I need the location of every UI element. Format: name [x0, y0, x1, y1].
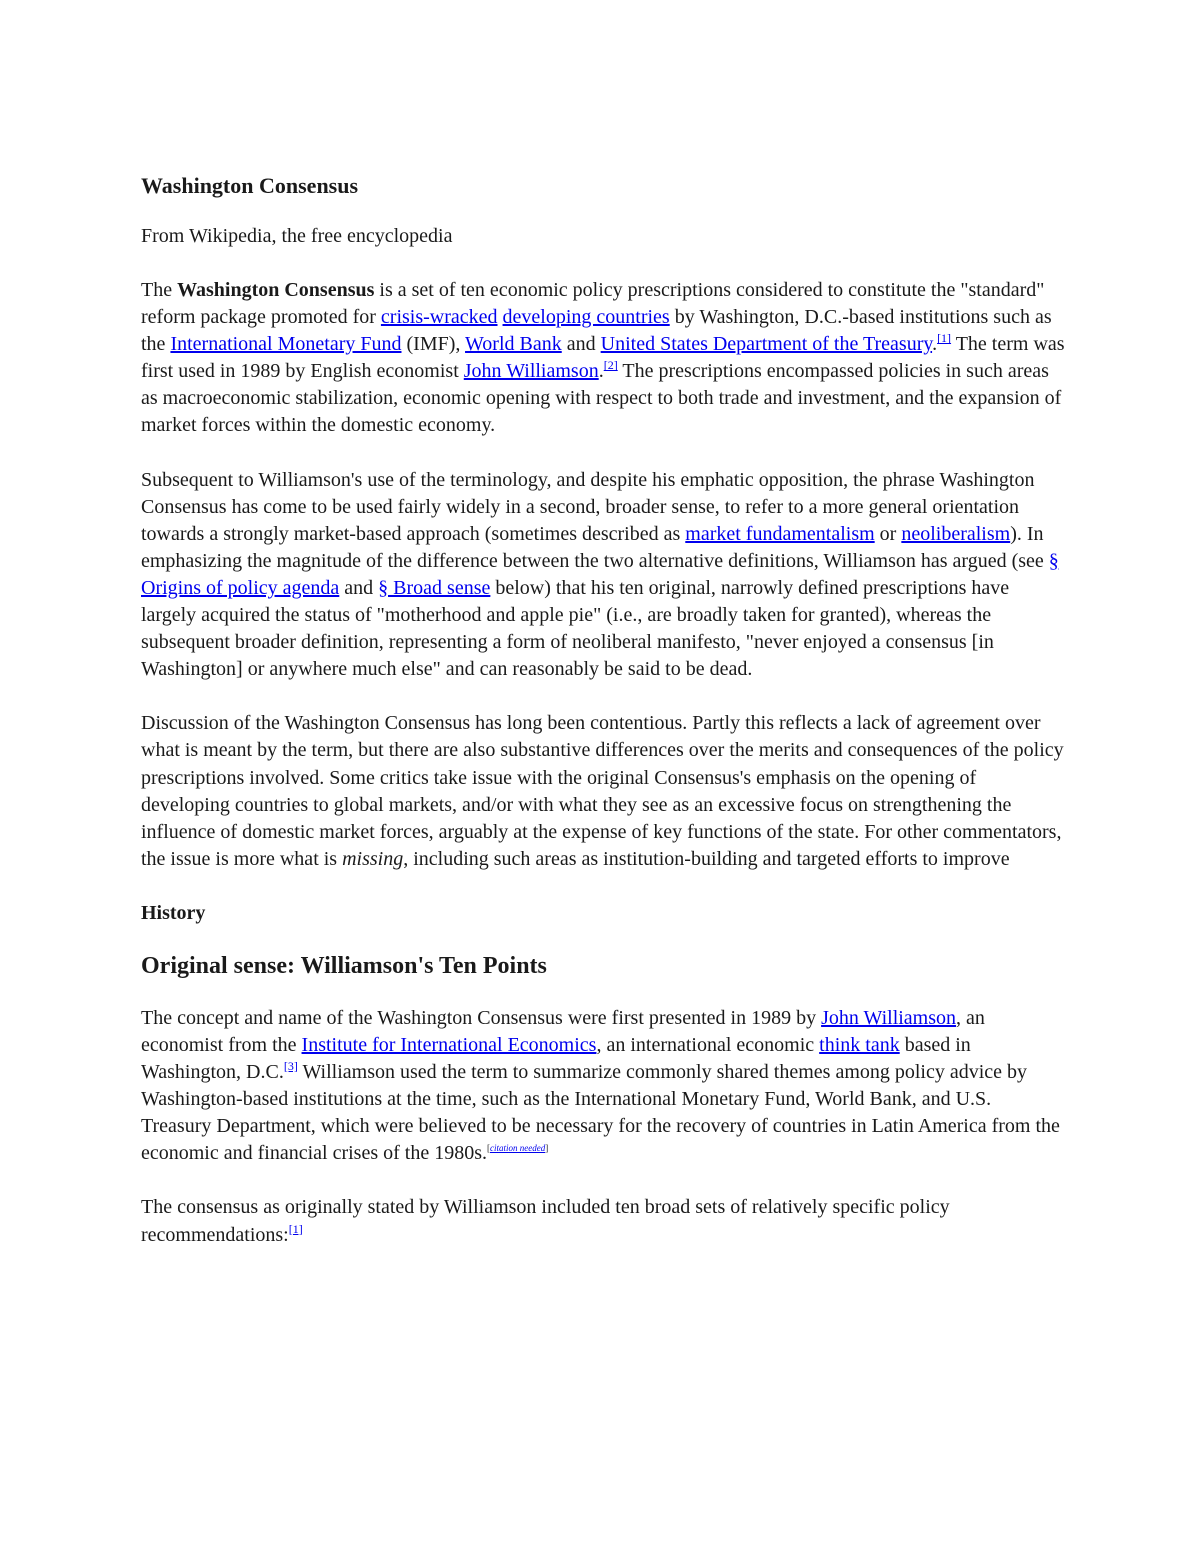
text: ). In emphasizing the magnitude of the difference between the two alternative definitions, Williamson has argued (see: [141, 522, 1049, 572]
reference-link[interactable]: [3]: [283, 1059, 298, 1074]
paragraph-broad-sense: [141, 467, 1066, 684]
text: or: [874, 522, 902, 545]
text: and: [561, 333, 601, 356]
text: The consensus as originally stated by Williamson included ten broad sets of relatively specific policy recommendations:: [141, 1196, 950, 1246]
italic-term: missing: [342, 847, 404, 870]
text: The term was first used in 1989 by English economist: [141, 333, 1065, 383]
article-page: [141, 168, 1066, 1249]
link-us-treasury[interactable]: United States Department of the Treasury: [600, 333, 933, 356]
link-john-williamson[interactable]: John Williamson: [821, 1006, 957, 1029]
text: , an economist from the: [141, 1006, 985, 1056]
text: by Washington, D.C.-based institutions such as the: [141, 306, 1052, 356]
bracket: ]: [545, 1143, 549, 1154]
paragraph-intro: [141, 277, 1066, 440]
reference-link[interactable]: [1]: [288, 1221, 303, 1236]
text: The concept and name of the Washington Consensus were first presented in 1989 by: [141, 1006, 822, 1029]
text: (IMF),: [401, 333, 466, 356]
link-think-tank[interactable]: think tank: [819, 1033, 900, 1056]
text: , an international economic: [596, 1033, 820, 1056]
bracket: [: [487, 1143, 490, 1154]
link-institute-international-economics[interactable]: Institute for International Economics: [301, 1033, 597, 1056]
link-imf[interactable]: International Monetary Fund: [170, 333, 402, 356]
citation-needed: [487, 1143, 548, 1153]
reference-link[interactable]: [1]: [937, 331, 952, 346]
text: is a set of ten economic policy prescriptions considered to constitute the "standard" reform package promoted for: [141, 279, 1045, 329]
link-john-williamson[interactable]: John Williamson: [463, 360, 599, 383]
link-developing-countries[interactable]: developing countries: [502, 306, 670, 329]
paragraph-recommendations: [141, 1194, 1066, 1248]
heading-original-sense: Original sense: Williamson's Ten Points: [141, 952, 547, 979]
paragraph-discussion: [141, 710, 1066, 873]
text: below) that his ten original, narrowly defined prescriptions have largely acquired the status of "motherhood and apple pie" (i.e., are broadly taken for granted), whereas the subsequent broader definition, representing a form of neoliberal manifesto, "never enjoyed a consensus [in Washington] or anywhere much else" and can reasonably be said to be dead.: [141, 576, 1010, 681]
article-subtitle: From Wikipedia, the free encyclopedia: [141, 225, 453, 247]
text: Williamson used the term to summarize commonly shared themes among policy advice by Washington-based institutions at the time, such as the International Monetary Fund, World Bank, and U.S. Treasury Department, which were believed to be necessary for the recovery of countries in Latin America from the economic and financial crises of the 1980s.: [141, 1061, 1060, 1165]
heading-history: History: [141, 901, 206, 924]
link-world-bank[interactable]: World Bank: [465, 333, 562, 356]
text: based in Washington, D.C.: [141, 1033, 971, 1084]
text: The: [141, 279, 178, 301]
text: .: [598, 360, 604, 383]
link-crisis-wracked[interactable]: crisis-wracked: [380, 306, 498, 329]
paragraph-concept: [141, 1005, 1066, 1168]
link-market-fundamentalism[interactable]: market fundamentalism: [685, 522, 875, 545]
text: The prescriptions encompassed policies in such areas as macroeconomic stabilization, economic opening with respect to both trade and investment, and the expansion of market forces within the domestic economy.: [141, 360, 1062, 437]
article-title: Washington Consensus: [141, 173, 359, 198]
citation-needed-link[interactable]: citation needed: [490, 1143, 546, 1154]
text: .: [932, 333, 938, 356]
link-neoliberalism[interactable]: neoliberalism: [901, 522, 1011, 545]
text: , including such areas as institution-building and targeted efforts to improve: [403, 847, 1010, 870]
text: Subsequent to Williamson's use of the terminology, and despite his emphatic opposition, the phrase Washington Consensus has come to be used fairly widely in a second, broader sense, to refer to a more general orientation towards a strongly market-based approach (sometimes described as: [141, 468, 1035, 545]
link-origins-of-policy-agenda[interactable]: § Origins of policy agenda: [141, 549, 1059, 599]
bold-term: Washington Consensus: [177, 279, 375, 301]
reference-link[interactable]: [2]: [603, 358, 618, 373]
link-broad-sense[interactable]: § Broad sense: [378, 576, 491, 599]
text: Discussion of the Washington Consensus has long been contentious. Partly this reflects a lack of agreement over what is meant by the term, but there are also substantive differences over the merits and consequences of the policy prescriptions involved. Some critics take issue with the original Consensus's emphasis on the opening of developing countries to global markets, and/or with what they see as an excessive focus on strengthening the influence of domestic market forces, arguably at the expense of key functions of the state. For other commentators, the issue is more what is: [141, 712, 1064, 870]
text: and: [339, 576, 379, 599]
